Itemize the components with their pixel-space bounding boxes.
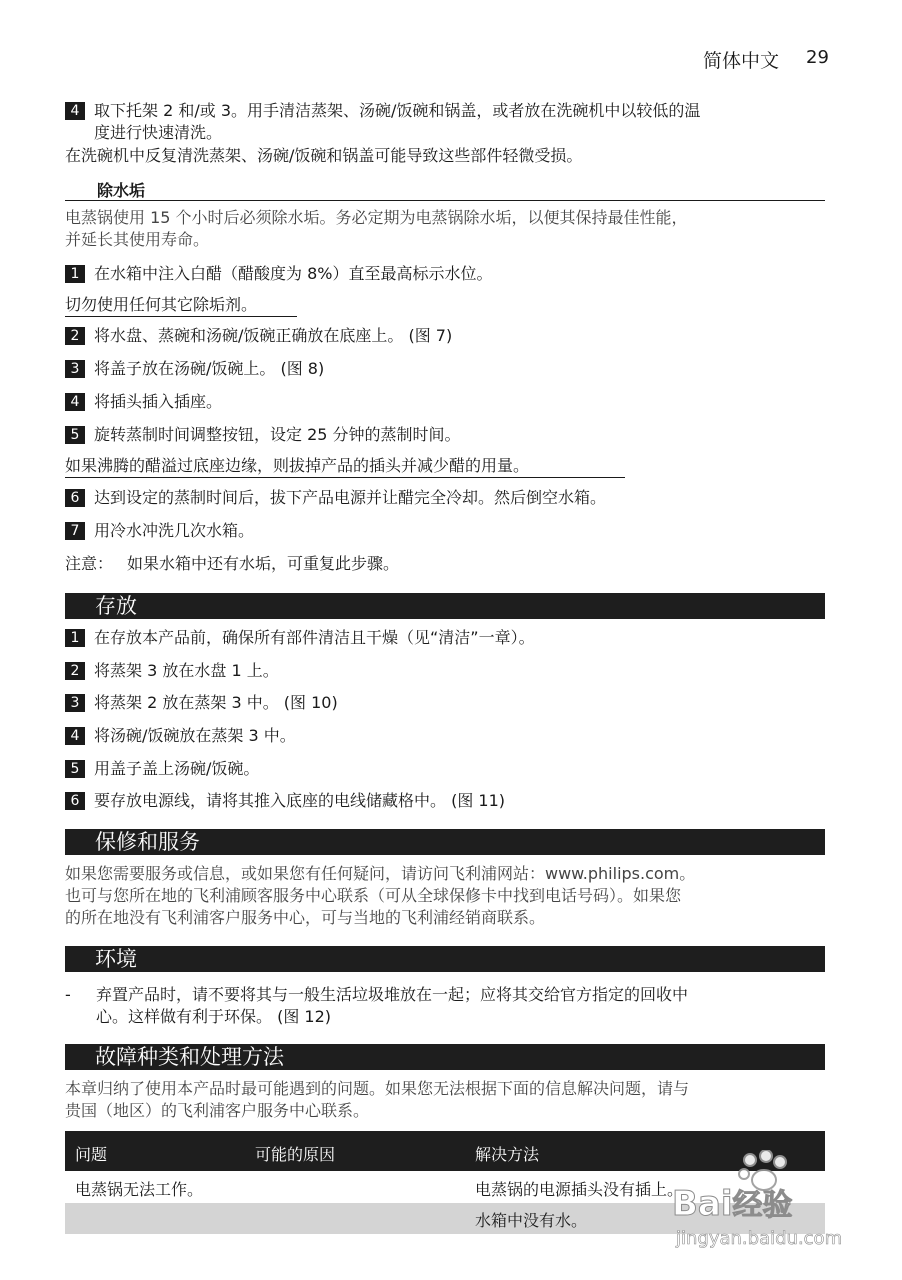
step-text: 将水盘、蒸碗和汤碗/饭碗正确放在底座上。 (图 7) (94, 326, 453, 345)
step-number: 4 (65, 102, 85, 120)
environment-line-1: 弃置产品时，请不要将其与一般生活垃圾堆放在一起；应将其交给官方指定的回收中 (96, 985, 689, 1004)
descaling-rule (65, 200, 825, 201)
storage-step-1 (65, 627, 535, 649)
storage-step-6 (65, 790, 505, 812)
step-text: 将蒸架 3 放在水盘 1 上。 (94, 661, 279, 680)
step-text: 将插头插入插座。 (94, 392, 223, 411)
cleaning-step-4-cont: 度进行快速清洗。 (94, 123, 223, 142)
cleaning-step-4 (65, 100, 700, 122)
descaling-note (65, 553, 399, 575)
step-number: 5 (65, 760, 85, 778)
step-number: 2 (65, 327, 85, 345)
step-text: 用盖子盖上汤碗/饭碗。 (94, 759, 260, 778)
watermark-url: jingyan.baidu.com (676, 1228, 843, 1249)
descaling-step-6 (65, 487, 606, 509)
step-number: 1 (65, 629, 85, 647)
row1-solution: 电蒸锅的电源插头没有插上。 (475, 1180, 684, 1199)
storage-step-2 (65, 660, 279, 682)
watermark-brand: Bai经验 (672, 1184, 793, 1224)
troubleshooting-title: 故障种类和处理方法 (95, 1045, 284, 1069)
step-number: 3 (65, 360, 85, 378)
step-text: 将盖子放在汤碗/饭碗上。 (图 8) (94, 359, 325, 378)
step-number: 3 (65, 694, 85, 712)
descaling-step-2 (65, 325, 452, 347)
service-line-1: 如果您需要服务或信息，或如果您有任何疑问，请访问飞利浦网站：www.philips.com。 (65, 864, 696, 883)
step-number: 4 (65, 727, 85, 745)
descaling-warning-2: 如果沸腾的醋溢过底座边缘，则拔掉产品的插头并减少醋的用量。 (65, 455, 625, 478)
row1-problem: 电蒸锅无法工作。 (75, 1180, 204, 1199)
step-text: 要存放电源线，请将其推入底座的电线储藏格中。 (图 11) (94, 791, 506, 810)
environment-heading-bar (65, 946, 825, 972)
storage-heading-bar (65, 593, 825, 619)
descaling-intro-1: 电蒸锅使用 15 个小时后必须除水垢。务必定期为电蒸锅除水垢，以便其保持最佳性能， (65, 208, 688, 227)
header-language: 简体中文 (703, 50, 780, 72)
troubleshooting-intro-1: 本章归纳了使用本产品时最可能遇到的问题。如果您无法根据下面的信息解决问题，请与 (65, 1079, 690, 1098)
service-line-2: 也可与您所在地的飞利浦顾客服务中心联系（可从全球保修卡中找到电话号码）。如果您 (65, 886, 682, 905)
row2-solution: 水箱中没有水。 (475, 1211, 588, 1230)
step-text: 在水箱中注入白醋（醋酸度为 8%）直至最高标示水位。 (94, 264, 493, 283)
descaling-title: 除水垢 (97, 181, 146, 200)
step-text: 旋转蒸制时间调整按钮，设定 25 分钟的蒸制时间。 (94, 425, 461, 444)
descaling-step-4 (65, 391, 222, 413)
cleaning-note: 在洗碗机中反复清洗蒸架、汤碗/饭碗和锅盖可能导致这些部件轻微受损。 (65, 146, 583, 165)
step-text: 用冷水冲洗几次水箱。 (94, 521, 255, 540)
environment-title: 环境 (95, 947, 137, 971)
descaling-step-3 (65, 358, 324, 380)
storage-step-3 (65, 692, 338, 714)
step-text: 在存放本产品前，确保所有部件清洁且干燥（见“清洁”一章）。 (94, 628, 535, 647)
step-number: 1 (65, 265, 85, 283)
storage-title: 存放 (95, 594, 137, 618)
troubleshooting-intro-2: 贵国（地区）的飞利浦客户服务中心联系。 (65, 1101, 370, 1120)
environment-line-2: 心。这样做有利于环保。 (图 12) (96, 1007, 332, 1026)
service-line-3: 的所在地没有飞利浦客户服务中心，可与当地的飞利浦经销商联系。 (65, 908, 546, 927)
step-number: 5 (65, 426, 85, 444)
environment-bullet: - (65, 985, 71, 1004)
storage-step-5 (65, 758, 259, 780)
step-text: 取下托架 2 和/或 3。用手清洁蒸架、汤碗/饭碗和锅盖，或者放在洗碗机中以较低的温 (94, 101, 701, 120)
descaling-step-1 (65, 263, 492, 285)
descaling-warning-1: 切勿使用任何其它除垢剂。 (65, 294, 297, 317)
page-number: 29 (806, 47, 829, 68)
step-text: 将汤碗/饭碗放在蒸架 3 中。 (94, 726, 296, 745)
watermark (672, 1150, 843, 1260)
col-solution: 解决方法 (475, 1145, 540, 1164)
note-label: 注意： (65, 554, 114, 573)
descaling-step-5 (65, 424, 461, 446)
step-text: 达到设定的蒸制时间后，拔下产品电源并让醋完全冷却。然后倒空水箱。 (94, 488, 607, 507)
descaling-intro-2: 并延长其使用寿命。 (65, 230, 210, 249)
step-number: 2 (65, 662, 85, 680)
step-number: 6 (65, 792, 85, 810)
step-number: 4 (65, 393, 85, 411)
service-title: 保修和服务 (95, 830, 200, 854)
step-text: 将蒸架 2 放在蒸架 3 中。 (图 10) (94, 693, 338, 712)
step-number: 6 (65, 489, 85, 507)
descaling-step-7 (65, 520, 254, 542)
col-problem: 问题 (75, 1145, 108, 1164)
note-text: 如果水箱中还有水垢，可重复此步骤。 (127, 554, 400, 573)
col-cause: 可能的原因 (255, 1145, 336, 1164)
step-number: 7 (65, 522, 85, 540)
storage-step-4 (65, 725, 296, 747)
